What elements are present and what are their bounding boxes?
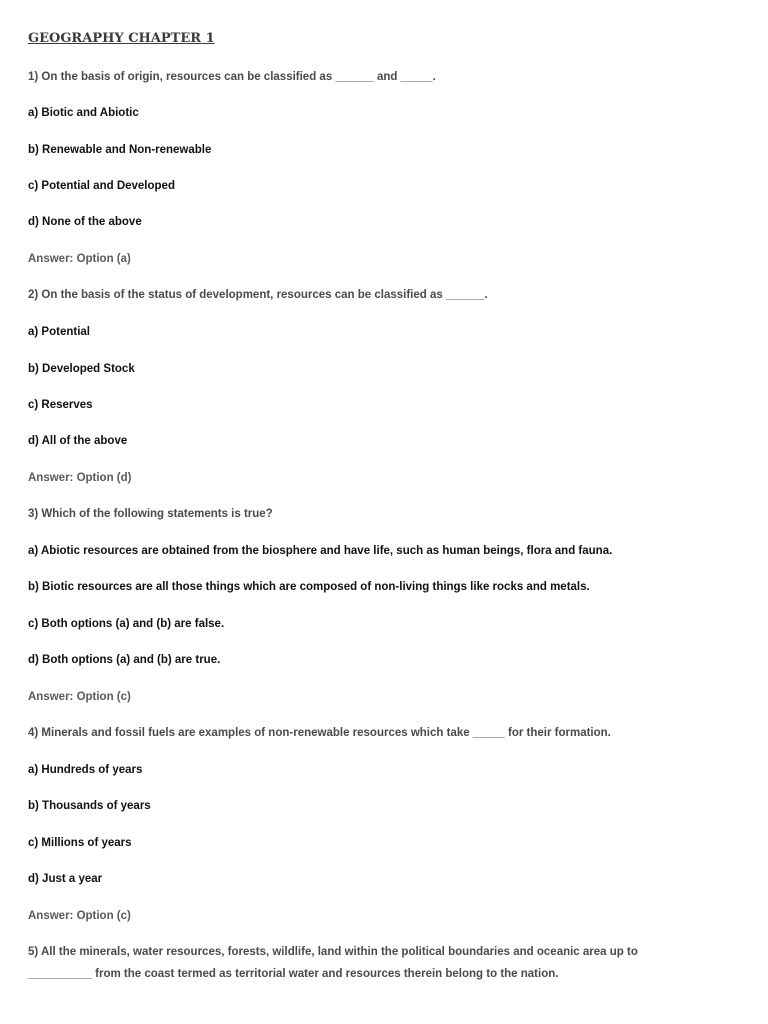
question-3-option-d: d) Both options (a) and (b) are true. (28, 654, 221, 666)
question-1-option-d: d) None of the above (28, 216, 142, 228)
question-5-text-line-2: __________ from the coast termed as territorial water and resources therein belong to the nation. (28, 968, 559, 980)
question-5-text-line-1: 5) All the minerals, water resources, forests, wildlife, land within the political boundaries and oceanic area up to (28, 946, 638, 958)
question-2-option-a: a) Potential (28, 326, 90, 338)
question-4-answer: Answer: Option (c) (28, 910, 131, 922)
question-2-answer: Answer: Option (d) (28, 472, 132, 484)
question-4-option-d: d) Just a year (28, 873, 103, 885)
question-1-answer: Answer: Option (a) (28, 253, 131, 265)
question-3-text: 3) Which of the following statements is true? (28, 508, 273, 520)
question-3-option-a: a) Abiotic resources are obtained from the biosphere and have life, such as human beings, flora and fauna. (28, 545, 613, 557)
question-2-option-b: b) Developed Stock (28, 363, 135, 375)
question-4-option-b: b) Thousands of years (28, 800, 151, 812)
question-4-option-c: c) Millions of years (28, 837, 132, 849)
page-title: GEOGRAPHY CHAPTER 1 (28, 31, 215, 46)
question-1-option-c: c) Potential and Developed (28, 180, 175, 192)
question-2-option-c: c) Reserves (28, 399, 93, 411)
question-1-option-b: b) Renewable and Non-renewable (28, 144, 212, 156)
question-2-option-d: d) All of the above (28, 435, 128, 447)
question-1-option-a: a) Biotic and Abiotic (28, 107, 139, 119)
question-1-text: 1) On the basis of origin, resources can be classified as ______ and _____. (28, 71, 436, 83)
question-3-option-b: b) Biotic resources are all those things which are composed of non-living things like rocks and metals. (28, 581, 590, 593)
question-3-option-c: c) Both options (a) and (b) are false. (28, 618, 225, 630)
question-2-text: 2) On the basis of the status of development, resources can be classified as ______. (28, 289, 488, 301)
question-4-text: 4) Minerals and fossil fuels are examples of non-renewable resources which take _____ for their formation. (28, 727, 611, 739)
question-4-option-a: a) Hundreds of years (28, 764, 143, 776)
question-3-answer: Answer: Option (c) (28, 691, 131, 703)
